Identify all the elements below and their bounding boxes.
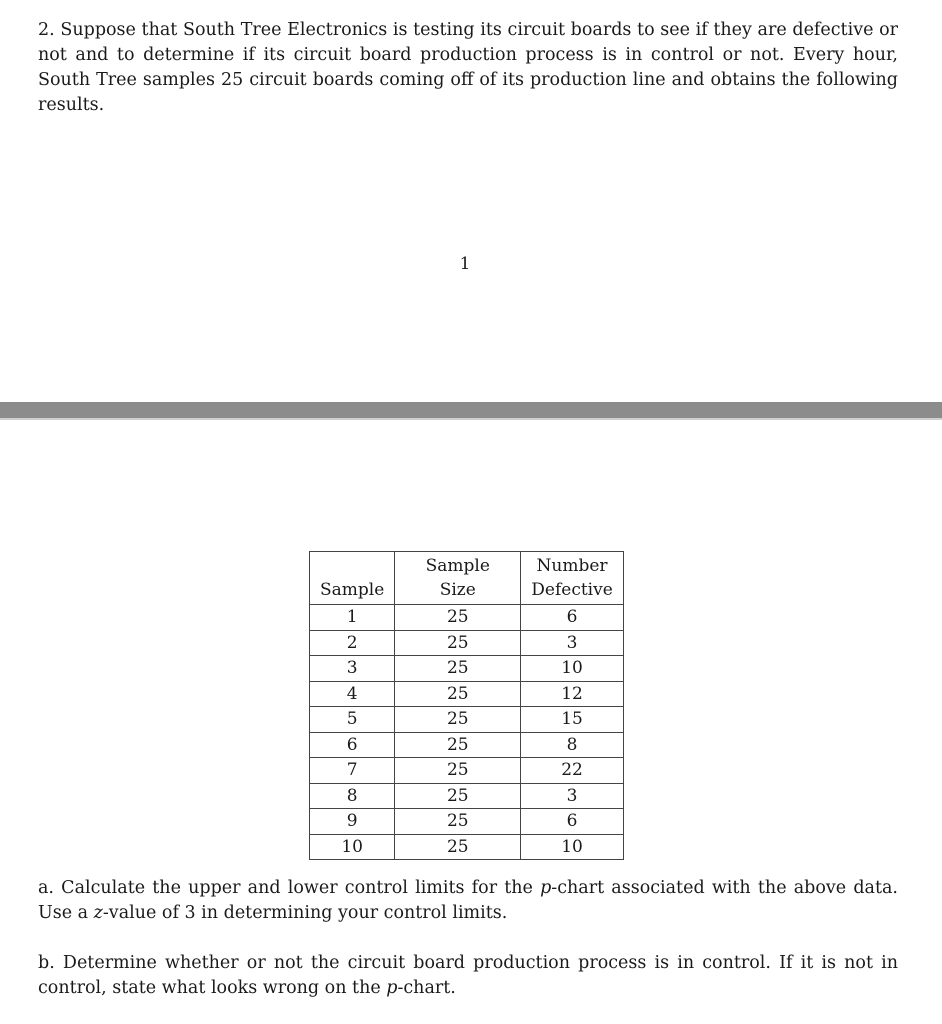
- table-row: [310, 656, 624, 682]
- cell-sample-size: 25: [395, 834, 521, 860]
- cell-sample: 6: [310, 732, 395, 758]
- defect-data-table: [309, 551, 624, 860]
- cell-number-defective: 10: [521, 834, 624, 860]
- problem-intro: 2. Suppose that South Tree Electronics is testing its circuit boards to see if they are defective or not and to determine if its circuit board production process is in control or not. Every hour, South Tree samples 25 circuit boards coming off of its production line and obtains the following results.: [38, 20, 898, 115]
- cell-sample-size: 25: [395, 809, 521, 835]
- cell-number-defective: 3: [521, 783, 624, 809]
- cell-sample-size: 25: [395, 783, 521, 809]
- table-header-row: [310, 552, 624, 605]
- header-number-defective: [521, 552, 624, 605]
- cell-sample: 7: [310, 758, 395, 784]
- question-b-p-symbol: p: [386, 978, 398, 998]
- cell-sample-size: 25: [395, 605, 521, 631]
- question-b-text-1: b. Determine whether or not the circuit board production process is in control. If it is not in control, state what looks wrong on the: [38, 953, 898, 998]
- table-row: [310, 834, 624, 860]
- cell-number-defective: 10: [521, 656, 624, 682]
- cell-number-defective: 12: [521, 681, 624, 707]
- cell-sample-size: 25: [395, 681, 521, 707]
- question-b-text-2: -chart.: [397, 978, 456, 998]
- page-divider: [0, 402, 942, 420]
- table-row: [310, 681, 624, 707]
- cell-sample-size: 25: [395, 732, 521, 758]
- cell-sample-size: 25: [395, 707, 521, 733]
- cell-sample-size: 25: [395, 656, 521, 682]
- cell-sample: 1: [310, 605, 395, 631]
- cell-sample-size: 25: [395, 630, 521, 656]
- question-b: [38, 951, 898, 1001]
- cell-sample: 3: [310, 656, 395, 682]
- header-sample: Sample: [310, 552, 395, 605]
- question-a-text-1: a. Calculate the upper and lower control limits for the: [38, 878, 541, 898]
- cell-sample: 5: [310, 707, 395, 733]
- cell-sample: 8: [310, 783, 395, 809]
- table-row: [310, 783, 624, 809]
- table-row: [310, 732, 624, 758]
- cell-sample: 4: [310, 681, 395, 707]
- table-row: [310, 758, 624, 784]
- cell-sample: 2: [310, 630, 395, 656]
- cell-sample: 9: [310, 809, 395, 835]
- cell-number-defective: 8: [521, 732, 624, 758]
- question-a-z-symbol: z: [93, 903, 103, 923]
- cell-sample-size: 25: [395, 758, 521, 784]
- cell-number-defective: 6: [521, 605, 624, 631]
- cell-number-defective: 15: [521, 707, 624, 733]
- header-number-defective-line2: Defective: [531, 580, 613, 600]
- cell-sample: 10: [310, 834, 395, 860]
- cell-number-defective: 6: [521, 809, 624, 835]
- table-row: [310, 809, 624, 835]
- header-number-defective-line1: Number: [536, 556, 608, 576]
- question-a-text-3: -value of 3 in determining your control limits.: [102, 903, 508, 923]
- question-a-p-symbol: p: [540, 878, 552, 898]
- table-row: [310, 605, 624, 631]
- cell-number-defective: 3: [521, 630, 624, 656]
- question-a-text-2: -chart associated with the above data. Use a: [38, 878, 898, 923]
- cell-number-defective: 22: [521, 758, 624, 784]
- header-sample-size: Sample Size: [395, 552, 521, 605]
- table-row: [310, 707, 624, 733]
- table-row: [310, 630, 624, 656]
- question-a: [38, 876, 898, 926]
- page-number: 1: [459, 254, 471, 274]
